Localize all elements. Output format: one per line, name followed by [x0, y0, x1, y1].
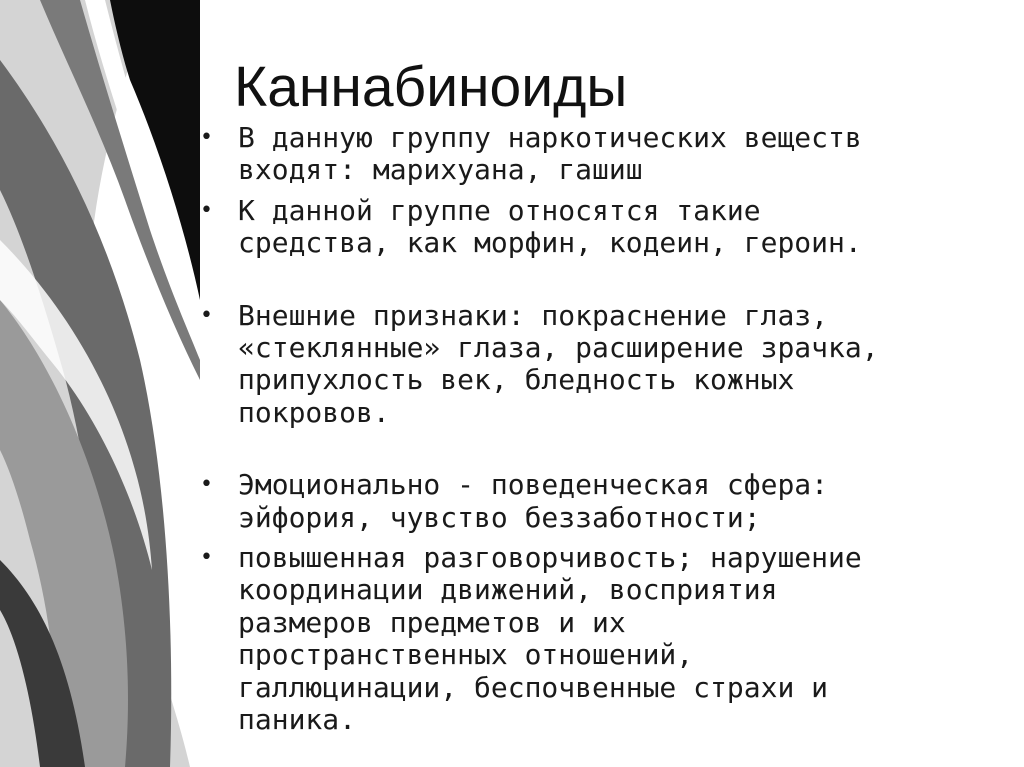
list-item — [200, 122, 1020, 187]
bullet-line: Эмоционально - поведенческая сфера: — [238, 468, 829, 502]
bullet-dot-icon: • — [200, 302, 213, 328]
bullet-line: «стеклянные» глаза, расширение зрачка, — [238, 331, 879, 365]
bullet-line: К данной группе относятся такие — [238, 193, 761, 227]
bullet-line: галлюцинации, беспочвенные страхи и — [238, 670, 829, 704]
bullet-line: средства, как морфин, кодеин, героин. — [238, 226, 862, 260]
bullet-line: покровов. — [238, 395, 390, 429]
bullet-line: В данную группу наркотических веществ — [238, 121, 862, 154]
slide-title: Каннабиноиды — [234, 55, 628, 119]
bullet-line: паника. — [238, 703, 357, 737]
bullet-line: Внешние признаки: покраснение глаз, — [238, 298, 829, 332]
bullet-line: координации движений, восприятия — [238, 573, 778, 607]
bullet-dot-icon: • — [200, 125, 213, 150]
list-item — [200, 195, 1020, 260]
bullet-line: размеров предметов и их — [238, 605, 626, 639]
bullet-line: повышенная разговорчивость; нарушение — [238, 541, 862, 575]
list-item — [200, 469, 1020, 534]
list-item — [200, 300, 1020, 430]
bullet-dot-icon: • — [200, 472, 213, 498]
bullet-dot-icon: • — [200, 545, 213, 571]
bullet-line: эйфория, чувство беззаботности; — [238, 500, 761, 534]
bullet-line: припухлость век, бледность кожных — [238, 363, 795, 397]
bullet-line: пространственных отношений, — [238, 638, 694, 672]
bullet-dot-icon: • — [200, 197, 213, 223]
bullet-list — [200, 122, 1020, 737]
list-item — [200, 542, 1020, 736]
bullet-line: входят: марихуана, гашиш — [238, 153, 643, 187]
